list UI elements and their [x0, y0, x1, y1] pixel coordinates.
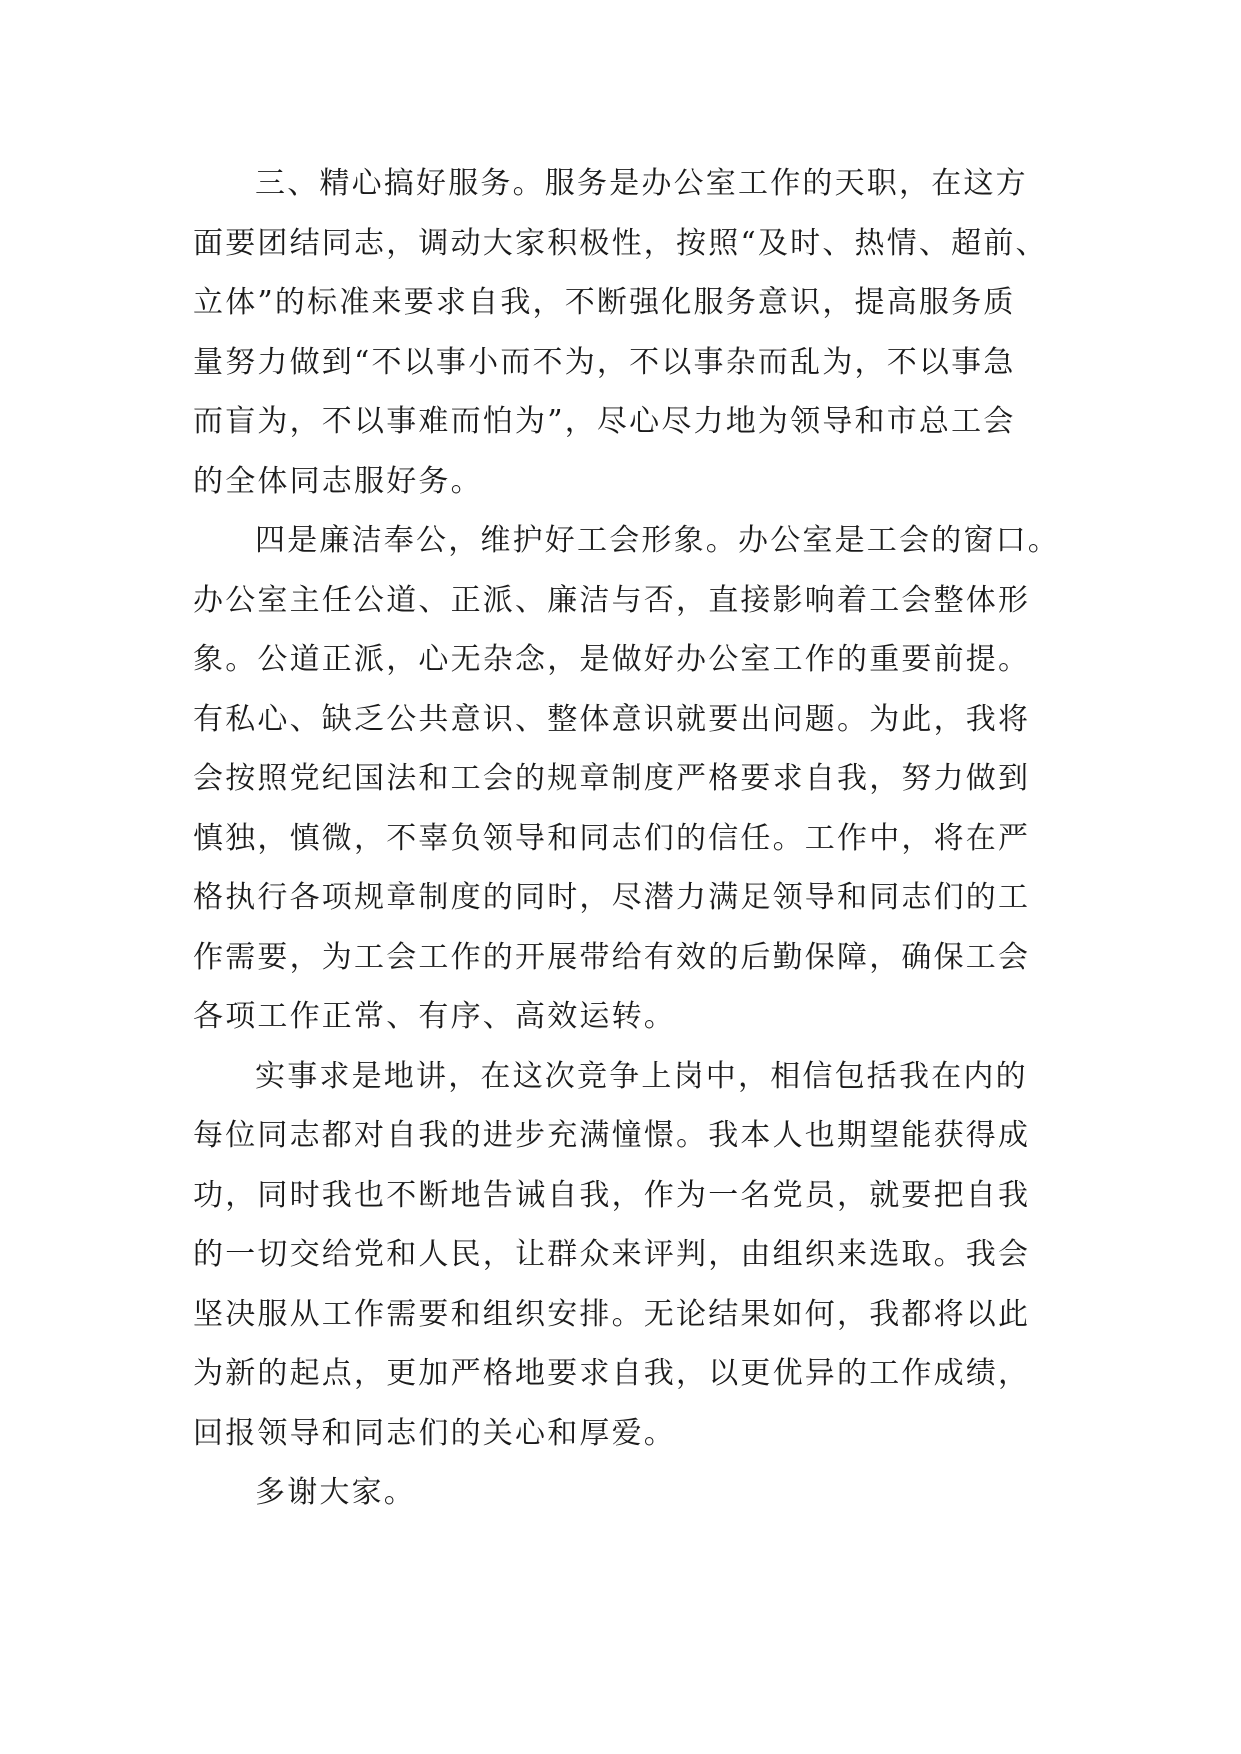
- text-line: 回报领导和同志们的关心和厚爱。: [193, 1415, 676, 1451]
- paragraph-service: [193, 154, 1073, 511]
- text-line: 面要团结同志，调动大家积极性，按照“及时、热情、超前、: [193, 225, 1048, 261]
- text-line: 象。公道正派，心无杂念，是做好办公室工作的重要前提。: [193, 642, 1031, 677]
- text-line: 格执行各项规章制度的同时，尽潜力满足领导和同志们的工: [193, 880, 1031, 915]
- text-line: 量努力做到“不以事小而不为，不以事杂而乱为，不以事急: [193, 344, 1016, 380]
- text-line: 坚决服从工作需要和组织安排。无论结果如何，我都将以此: [193, 1296, 1031, 1332]
- text-line: 功，同时我也不断地告诫自我，作为一名党员，就要把自我: [193, 1177, 1031, 1213]
- paragraph-integrity: [193, 511, 1073, 1047]
- text-line: 作需要，为工会工作的开展带给有效的后勤保障，确保工会: [193, 939, 1031, 975]
- text-line: 三、精心搞好服务。服务是办公室工作的天职，在这方: [255, 166, 1028, 201]
- text-line: 各项工作正常、有序、高效运转。: [193, 999, 676, 1034]
- text-line: 办公室主任公道、正派、廉洁与否，直接影响着工会整体形: [193, 582, 1031, 618]
- text-line: 多谢大家。: [255, 1475, 416, 1510]
- text-line: 四是廉洁奉公，维护好工会形象。办公室是工会的窗口。: [255, 523, 1060, 558]
- text-line: 慎独，慎微，不辜负领导和同志们的信任。工作中，将在严: [193, 820, 1031, 856]
- paragraph-thanks: [193, 1463, 1073, 1523]
- paragraph-conclusion: [193, 1047, 1073, 1464]
- text-line: 的全体同志服好务。: [193, 463, 483, 499]
- text-line: 为新的起点，更加严格地要求自我，以更优异的工作成绩，: [193, 1356, 1031, 1391]
- text-line: 有私心、缺乏公共意识、整体意识就要出问题。为此，我将: [193, 701, 1031, 737]
- document-body: [193, 154, 1073, 1523]
- text-line: 而盲为，不以事难而怕为”，尽心尽力地为领导和市总工会: [193, 404, 1016, 439]
- text-line: 的一切交给党和人民，让群众来评判，由组织来选取。我会: [193, 1237, 1031, 1272]
- text-line: 实事求是地讲，在这次竞争上岗中，相信包括我在内的: [255, 1058, 1028, 1094]
- text-line: 每位同志都对自我的进步充满憧憬。我本人也期望能获得成: [193, 1118, 1031, 1153]
- text-line: 会按照党纪国法和工会的规章制度严格要求自我，努力做到: [193, 761, 1031, 796]
- text-line: 立体”的标准来要求自我，不断强化服务意识，提高服务质: [193, 285, 1016, 320]
